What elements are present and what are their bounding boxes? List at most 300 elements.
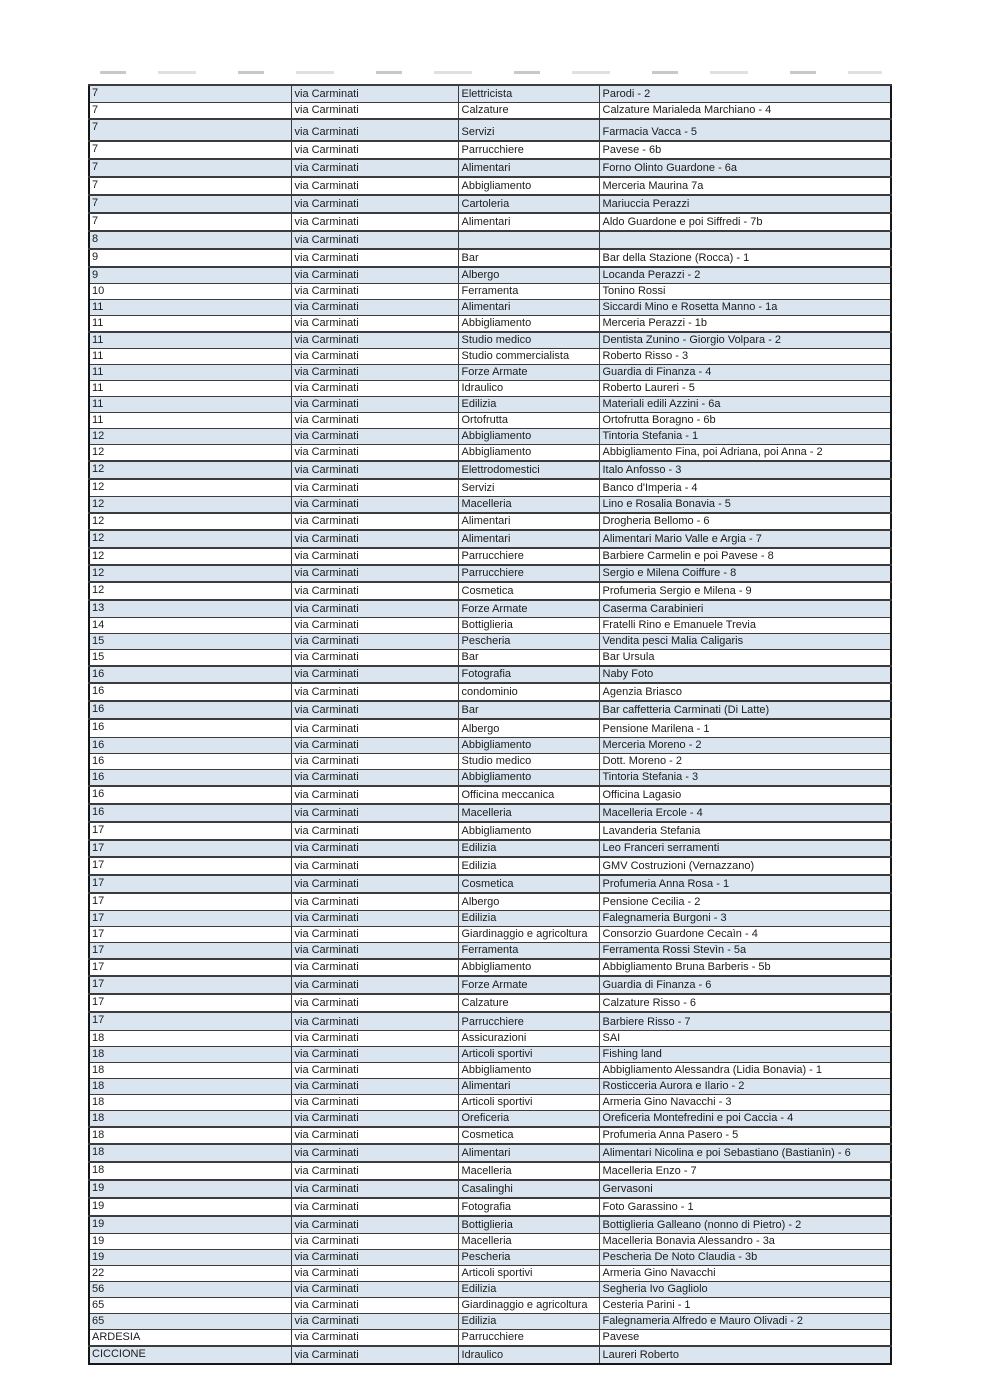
table-row (89, 102, 891, 119)
cell-street: via Carminati (291, 857, 458, 875)
table-row (89, 1282, 891, 1298)
cell-street: via Carminati (291, 753, 458, 769)
cell-number: 16 (89, 786, 291, 804)
cell-street: via Carminati (291, 683, 458, 701)
cell-number: 7 (89, 177, 291, 195)
cell-name: Drogheria Bellomo - 6 (599, 513, 891, 530)
cell-category: Alimentari (458, 530, 599, 548)
cell-number: 7 (89, 119, 291, 141)
cell-name: Laureri Roberto (599, 1346, 891, 1364)
cell-name: Foto Garassino - 1 (599, 1198, 891, 1216)
table-row (89, 666, 891, 683)
cell-street: via Carminati (291, 445, 458, 462)
cell-number: 14 (89, 618, 291, 634)
table-row (89, 840, 891, 857)
table-row (89, 141, 891, 159)
table-row (89, 177, 891, 195)
cell-name: Macelleria Enzo - 7 (599, 1162, 891, 1180)
cell-category: Abbigliamento (458, 429, 599, 445)
cell-number: 56 (89, 1282, 291, 1298)
cell-category: Parrucchiere (458, 565, 599, 582)
cell-street: via Carminati (291, 461, 458, 479)
cell-street: via Carminati (291, 1144, 458, 1162)
table-row (89, 429, 891, 445)
cell-category (458, 231, 599, 249)
cell-street: via Carminati (291, 701, 458, 719)
cell-name: Armeria Gino Navacchi - 3 (599, 1094, 891, 1110)
table-row (89, 911, 891, 927)
cell-name: Macelleria Ercole - 4 (599, 804, 891, 822)
table-row (89, 650, 891, 667)
cell-street: via Carminati (291, 804, 458, 822)
cell-category: Fotografia (458, 666, 599, 683)
cell-street: via Carminati (291, 911, 458, 927)
table-row (89, 1298, 891, 1314)
cell-name: Bar della Stazione (Rocca) - 1 (599, 249, 891, 267)
cell-street: via Carminati (291, 513, 458, 530)
table-row (89, 1250, 891, 1266)
cell-number: 11 (89, 413, 291, 429)
cell-street: via Carminati (291, 994, 458, 1012)
cell-number: 18 (89, 1110, 291, 1127)
cell-street: via Carminati (291, 249, 458, 267)
cell-number: 9 (89, 267, 291, 284)
cell-number: 17 (89, 1012, 291, 1030)
cell-number: 17 (89, 875, 291, 893)
cell-category: Casalinghi (458, 1180, 599, 1198)
cell-number: 7 (89, 195, 291, 213)
cell-number: 16 (89, 769, 291, 786)
table-row (89, 1094, 891, 1110)
cell-category: Abbigliamento (458, 1062, 599, 1078)
cell-name (599, 231, 891, 249)
cell-number: 18 (89, 1162, 291, 1180)
cell-number: 12 (89, 479, 291, 496)
cell-street: via Carminati (291, 365, 458, 381)
table-row (89, 822, 891, 840)
cell-name: Locanda Perazzi - 2 (599, 267, 891, 284)
table-row (89, 943, 891, 960)
cell-street: via Carminati (291, 1298, 458, 1314)
cell-street: via Carminati (291, 315, 458, 332)
cell-street: via Carminati (291, 600, 458, 618)
cell-category: Macelleria (458, 804, 599, 822)
cell-category: Abbigliamento (458, 445, 599, 462)
cell-name: Dott. Moreno - 2 (599, 753, 891, 769)
cell-name: Banco d'Imperia - 4 (599, 479, 891, 496)
cell-name: Merceria Perazzi - 1b (599, 315, 891, 332)
cell-street: via Carminati (291, 719, 458, 737)
cell-number: 11 (89, 381, 291, 397)
cell-name: Falegnameria Alfredo e Mauro Olivadi - 2 (599, 1314, 891, 1330)
cell-name: Ortofrutta Boragno - 6b (599, 413, 891, 429)
table-row (89, 893, 891, 911)
cell-street: via Carminati (291, 1314, 458, 1330)
table-row (89, 159, 891, 177)
table-row (89, 737, 891, 753)
cell-name: Agenzia Briasco (599, 683, 891, 701)
table-row (89, 753, 891, 769)
cell-category: Edilizia (458, 397, 599, 413)
table-row (89, 530, 891, 548)
cell-category: Pescheria (458, 634, 599, 650)
cell-name: Bar Ursula (599, 650, 891, 667)
cell-category: Cosmetica (458, 582, 599, 600)
cell-category: Bar (458, 650, 599, 667)
table-row (89, 496, 891, 513)
cell-category: Edilizia (458, 1314, 599, 1330)
cell-number: 11 (89, 365, 291, 381)
cell-name: Merceria Moreno - 2 (599, 737, 891, 753)
cell-name: Leo Franceri serramenti (599, 840, 891, 857)
cell-category: Elettricista (458, 85, 599, 102)
scan-artifact (100, 71, 882, 74)
cell-category: Abbigliamento (458, 822, 599, 840)
cell-number: 16 (89, 683, 291, 701)
cell-name: Officina Lagasio (599, 786, 891, 804)
cell-number: 65 (89, 1314, 291, 1330)
cell-number: 16 (89, 719, 291, 737)
cell-street: via Carminati (291, 195, 458, 213)
cell-category: Giardinaggio e agricoltura (458, 927, 599, 943)
cell-category: Alimentari (458, 299, 599, 315)
cell-number: 19 (89, 1250, 291, 1266)
cell-number: 12 (89, 445, 291, 462)
cell-category: Edilizia (458, 1282, 599, 1298)
cell-name: Profumeria Anna Pasero - 5 (599, 1127, 891, 1144)
cell-category: Fotografia (458, 1198, 599, 1216)
table-row (89, 231, 891, 249)
cell-name: Italo Anfosso - 3 (599, 461, 891, 479)
cell-number: 11 (89, 349, 291, 365)
cell-name: Pavese (599, 1330, 891, 1347)
cell-street: via Carminati (291, 332, 458, 349)
cell-name: Roberto Risso - 3 (599, 349, 891, 365)
cell-name: Gervasoni (599, 1180, 891, 1198)
cell-category: Pescheria (458, 1250, 599, 1266)
cell-number: 11 (89, 299, 291, 315)
cell-name: Guardia di Finanza - 6 (599, 976, 891, 994)
cell-category: Macelleria (458, 1234, 599, 1250)
cell-category: Ortofrutta (458, 413, 599, 429)
cell-number: 17 (89, 840, 291, 857)
cell-name: Barbiere Carmelin e poi Pavese - 8 (599, 548, 891, 565)
cell-street: via Carminati (291, 565, 458, 582)
cell-category: Albergo (458, 893, 599, 911)
cell-number: 12 (89, 530, 291, 548)
table-row (89, 1330, 891, 1347)
cell-number: 15 (89, 650, 291, 667)
cell-name: Merceria Maurina 7a (599, 177, 891, 195)
cell-name: Lino e Rosalia Bonavia - 5 (599, 496, 891, 513)
cell-street: via Carminati (291, 618, 458, 634)
cell-name: Pensione Cecilia - 2 (599, 893, 891, 911)
table-row (89, 719, 891, 737)
cell-street: via Carminati (291, 840, 458, 857)
table-row (89, 769, 891, 786)
cell-street: via Carminati (291, 1330, 458, 1347)
cell-category: Forze Armate (458, 976, 599, 994)
table-row (89, 1162, 891, 1180)
cell-street: via Carminati (291, 177, 458, 195)
cell-number: 7 (89, 102, 291, 119)
cell-street: via Carminati (291, 1198, 458, 1216)
cell-street: via Carminati (291, 429, 458, 445)
table-row (89, 634, 891, 650)
cell-number: 8 (89, 231, 291, 249)
cell-category: Macelleria (458, 1162, 599, 1180)
cell-street: via Carminati (291, 496, 458, 513)
cell-category: Abbigliamento (458, 769, 599, 786)
cell-category: Albergo (458, 719, 599, 737)
cell-street: via Carminati (291, 413, 458, 429)
cell-category: Articoli sportivi (458, 1094, 599, 1110)
cell-street: via Carminati (291, 927, 458, 943)
table-row (89, 683, 891, 701)
cell-name: Tonino Rossi (599, 283, 891, 299)
cell-name: Farmacia Vacca - 5 (599, 119, 891, 141)
cell-category: Cosmetica (458, 1127, 599, 1144)
street-table-body (89, 85, 891, 1364)
cell-category: Idraulico (458, 381, 599, 397)
cell-name: Abbigliamento Alessandra (Lidia Bonavia) - 1 (599, 1062, 891, 1078)
cell-street: via Carminati (291, 159, 458, 177)
table-row (89, 1234, 891, 1250)
cell-number: 7 (89, 213, 291, 231)
cell-name: Bottiglieria Galleano (nonno di Pietro) - 2 (599, 1216, 891, 1234)
cell-number: 65 (89, 1298, 291, 1314)
table-row (89, 1266, 891, 1282)
cell-street: via Carminati (291, 1234, 458, 1250)
table-row (89, 413, 891, 429)
table-row (89, 195, 891, 213)
cell-street: via Carminati (291, 634, 458, 650)
cell-category: Albergo (458, 267, 599, 284)
cell-name: Siccardi Mino e Rosetta Manno - 1a (599, 299, 891, 315)
cell-street: via Carminati (291, 1094, 458, 1110)
cell-name: Pensione Marilena - 1 (599, 719, 891, 737)
cell-street: via Carminati (291, 959, 458, 976)
cell-number: 17 (89, 911, 291, 927)
cell-name: Dentista Zunino - Giorgio Volpara - 2 (599, 332, 891, 349)
cell-number: 17 (89, 943, 291, 960)
cell-street: via Carminati (291, 548, 458, 565)
cell-name: Oreficeria Montefredini e poi Caccia - 4 (599, 1110, 891, 1127)
cell-name: Aldo Guardone e poi Siffredi - 7b (599, 213, 891, 231)
cell-name: GMV Costruzioni (Vernazzano) (599, 857, 891, 875)
cell-number: 11 (89, 315, 291, 332)
cell-name: Alimentari Nicolina e poi Sebastiano (Bastianìn) - 6 (599, 1144, 891, 1162)
table-row (89, 283, 891, 299)
cell-street: via Carminati (291, 582, 458, 600)
cell-name: Abbigliamento Fina, poi Adriana, poi Anna - 2 (599, 445, 891, 462)
table-row (89, 959, 891, 976)
table-row (89, 994, 891, 1012)
table-row (89, 927, 891, 943)
cell-category: Parrucchiere (458, 1012, 599, 1030)
cell-category: Servizi (458, 119, 599, 141)
cell-name: Armeria Gino Navacchi (599, 1266, 891, 1282)
cell-name: Sergio e Milena Coiffure - 8 (599, 565, 891, 582)
cell-street: via Carminati (291, 283, 458, 299)
cell-number: 16 (89, 753, 291, 769)
table-row (89, 548, 891, 565)
cell-street: via Carminati (291, 119, 458, 141)
cell-number: 18 (89, 1144, 291, 1162)
cell-name: Roberto Laureri - 5 (599, 381, 891, 397)
cell-number: 7 (89, 85, 291, 102)
cell-number: 13 (89, 600, 291, 618)
table-row (89, 1012, 891, 1030)
cell-number: 12 (89, 582, 291, 600)
cell-name: Bar caffetteria Carminati (Di Latte) (599, 701, 891, 719)
cell-category: Elettrodomestici (458, 461, 599, 479)
table-row (89, 701, 891, 719)
cell-name: SAI (599, 1030, 891, 1046)
cell-street: via Carminati (291, 102, 458, 119)
cell-street: via Carminati (291, 1250, 458, 1266)
cell-category: Alimentari (458, 1144, 599, 1162)
cell-category: Alimentari (458, 1078, 599, 1094)
cell-name: Pavese - 6b (599, 141, 891, 159)
cell-category: Bar (458, 701, 599, 719)
table-row (89, 1314, 891, 1330)
cell-street: via Carminati (291, 1012, 458, 1030)
table-row (89, 397, 891, 413)
cell-name: Macelleria Bonavia Alessandro - 3a (599, 1234, 891, 1250)
cell-number: 16 (89, 804, 291, 822)
cell-name: Guardia di Finanza - 4 (599, 365, 891, 381)
cell-street: via Carminati (291, 299, 458, 315)
cell-street: via Carminati (291, 943, 458, 960)
cell-name: Fishing land (599, 1046, 891, 1062)
table-row (89, 600, 891, 618)
cell-street: via Carminati (291, 822, 458, 840)
table-row (89, 445, 891, 462)
cell-street: via Carminati (291, 1282, 458, 1298)
cell-name: Materiali edili Azzini - 6a (599, 397, 891, 413)
cell-number: 17 (89, 822, 291, 840)
cell-number: 12 (89, 496, 291, 513)
cell-category: Alimentari (458, 513, 599, 530)
cell-name: Tintoria Stefania - 3 (599, 769, 891, 786)
cell-category: Officina meccanica (458, 786, 599, 804)
cell-category: Studio commercialista (458, 349, 599, 365)
cell-category: Forze Armate (458, 600, 599, 618)
cell-number: 17 (89, 893, 291, 911)
cell-category: Articoli sportivi (458, 1266, 599, 1282)
cell-street: via Carminati (291, 1180, 458, 1198)
cell-name: Vendita pesci Malia Caligaris (599, 634, 891, 650)
cell-category: Calzature (458, 994, 599, 1012)
cell-number: 11 (89, 332, 291, 349)
street-directory-table (88, 84, 892, 1365)
cell-name: Calzature Marialeda Marchiano - 4 (599, 102, 891, 119)
cell-category: Abbigliamento (458, 315, 599, 332)
cell-number: 18 (89, 1094, 291, 1110)
cell-name: Caserma Carabinieri (599, 600, 891, 618)
cell-street: via Carminati (291, 976, 458, 994)
cell-number: 17 (89, 994, 291, 1012)
cell-name: Lavanderia Stefania (599, 822, 891, 840)
cell-category: Articoli sportivi (458, 1046, 599, 1062)
cell-category: Abbigliamento (458, 737, 599, 753)
cell-category: Alimentari (458, 213, 599, 231)
table-row (89, 976, 891, 994)
cell-number: 7 (89, 159, 291, 177)
cell-number: 11 (89, 397, 291, 413)
cell-street: via Carminati (291, 267, 458, 284)
table-row (89, 857, 891, 875)
cell-category: Abbigliamento (458, 959, 599, 976)
cell-number: 12 (89, 513, 291, 530)
cell-street: via Carminati (291, 650, 458, 667)
cell-street: via Carminati (291, 893, 458, 911)
cell-category: Bottiglieria (458, 618, 599, 634)
cell-street: via Carminati (291, 231, 458, 249)
cell-number: 17 (89, 927, 291, 943)
table-row (89, 786, 891, 804)
cell-street: via Carminati (291, 1046, 458, 1062)
table-row (89, 479, 891, 496)
cell-street: via Carminati (291, 769, 458, 786)
cell-name: Fratelli Rino e Emanuele Trevia (599, 618, 891, 634)
table-row (89, 85, 891, 102)
cell-number: 12 (89, 565, 291, 582)
table-row (89, 1030, 891, 1046)
cell-number: 7 (89, 141, 291, 159)
cell-street: via Carminati (291, 530, 458, 548)
table-row (89, 513, 891, 530)
table-row (89, 804, 891, 822)
cell-street: via Carminati (291, 1127, 458, 1144)
cell-number: 19 (89, 1198, 291, 1216)
cell-category: Idraulico (458, 1346, 599, 1364)
table-row (89, 267, 891, 284)
cell-category: Bar (458, 249, 599, 267)
table-row (89, 461, 891, 479)
cell-number: 16 (89, 666, 291, 683)
table-row (89, 1180, 891, 1198)
cell-number: 19 (89, 1216, 291, 1234)
cell-category: Cosmetica (458, 875, 599, 893)
cell-category: Macelleria (458, 496, 599, 513)
cell-name: Forno Olinto Guardone - 6a (599, 159, 891, 177)
cell-number: 19 (89, 1180, 291, 1198)
cell-category: Assicurazioni (458, 1030, 599, 1046)
table-row (89, 1110, 891, 1127)
cell-category: Parrucchiere (458, 548, 599, 565)
cell-name: Barbiere Risso - 7 (599, 1012, 891, 1030)
cell-name: Pescheria De Noto Claudia - 3b (599, 1250, 891, 1266)
cell-category: Edilizia (458, 911, 599, 927)
cell-number: 15 (89, 634, 291, 650)
table-row (89, 381, 891, 397)
cell-category: Bottiglieria (458, 1216, 599, 1234)
cell-category: Parrucchiere (458, 141, 599, 159)
cell-number: 19 (89, 1234, 291, 1250)
cell-category: Ferramenta (458, 283, 599, 299)
cell-category: Oreficeria (458, 1110, 599, 1127)
cell-number: CICCIONE (89, 1346, 291, 1364)
table-row (89, 365, 891, 381)
table-row (89, 315, 891, 332)
cell-street: via Carminati (291, 85, 458, 102)
cell-category: Edilizia (458, 857, 599, 875)
table-row (89, 1346, 891, 1364)
cell-number: 16 (89, 737, 291, 753)
cell-number: 17 (89, 959, 291, 976)
